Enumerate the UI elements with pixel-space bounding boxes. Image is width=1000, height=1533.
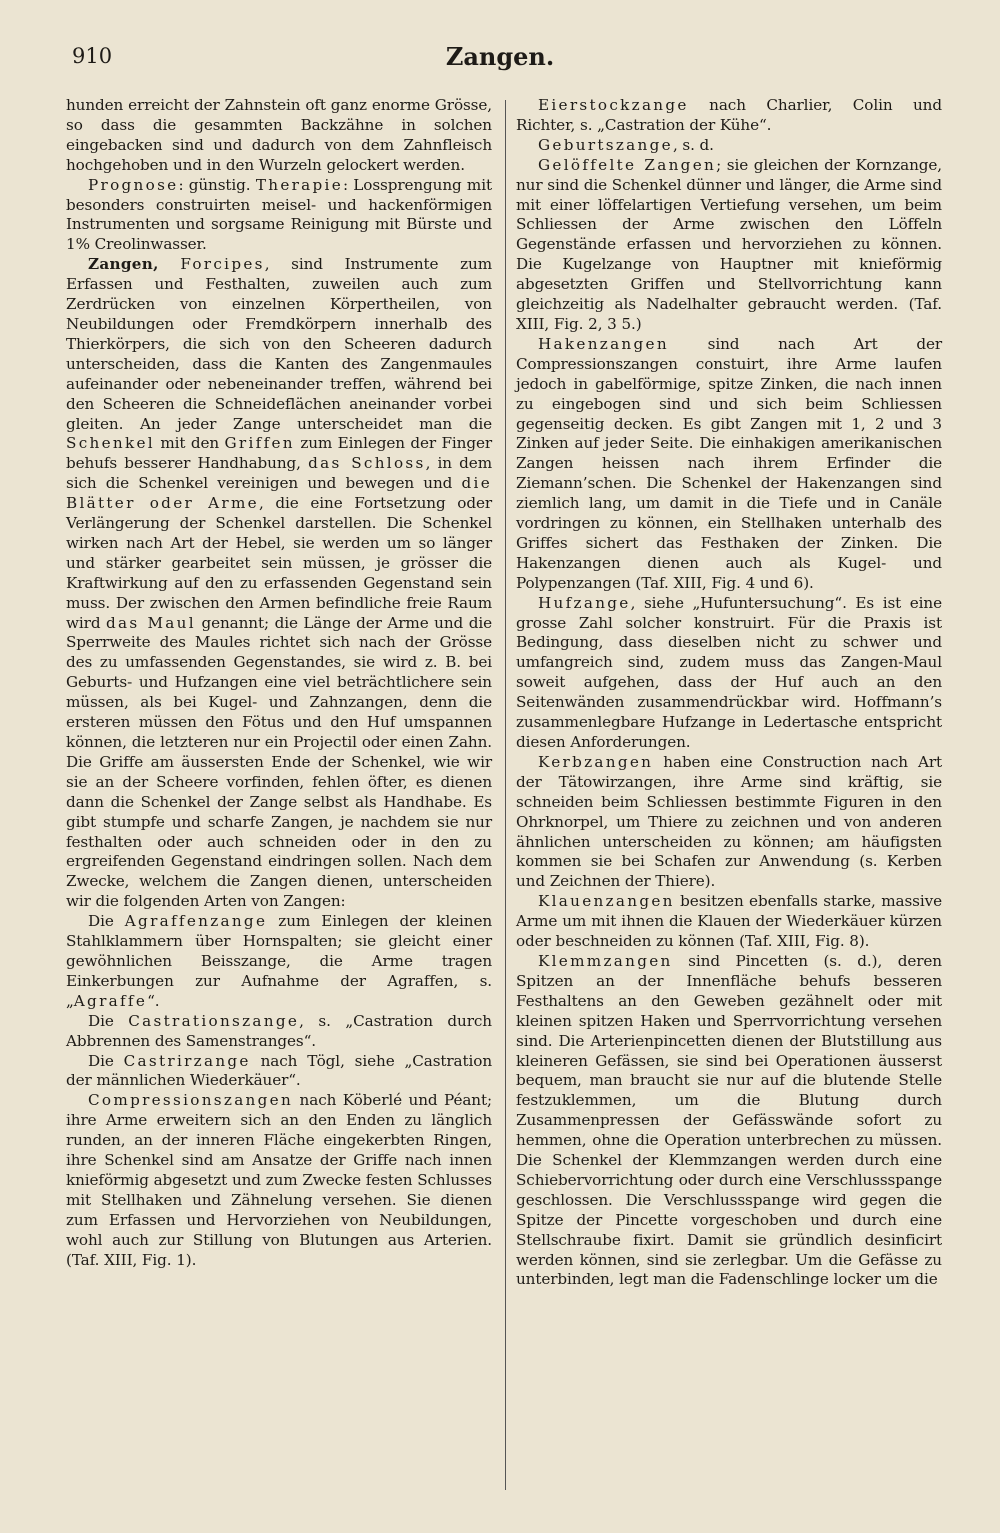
spaced-term: die Blätter oder Arme: [66, 474, 492, 513]
text-run: nach Charlier, Colin und Richter, s. „Castration der Kühe“.: [516, 96, 942, 134]
text-run: sind nach Art der Compressionszangen constuirt, ihre Arme laufen jedoch in gabelförmige, spitze Zinken, die nach innen zu eingebogen sind und sich beim Schliessen gegenseitig decken. Es gibt Zangen mit 1, 2 und 3 Zinken auf jeder Seite. Die einhakigen amerikanischen Zangen heissen nach ihrem Erfinder die Ziemann’schen. Die Schenkel der Hakenzangen sind ziemlich lang, um damit in die Tiefe und in Canäle vordringen zu können, ein Stellhaken unterhalb des Griffes sichert das Festhaken der Zinken. Die Hakenzangen dienen auch als Kugel- und Polypenzangen (Taf. XIII, Fig. 4 und 6).: [516, 334, 942, 592]
spaced-term: Therapie: [255, 175, 343, 194]
right-column: [516, 96, 942, 1290]
text-run: [159, 255, 181, 273]
text-run: , s. d.: [672, 135, 714, 154]
text-run: besitzen ebenfalls starke, massive Arme um mit ihnen die Klauen der Wiederkäuer kürzen oder beschneiden zu können (Taf. XIII, Fig. 8).: [516, 892, 942, 951]
text-run: , die eine Fortsetzung oder Verlängerung der Schenkel darstellen. Die Schenkel wirken nach Art der Hebel, sie werden um so länger und stärker gearbeitet sein müssen, je grösser die Kraftwirkung auf den zu erfassenden Gegenstand sein muss. Der zwischen den Armen befindliche freie Raum wird: [66, 494, 492, 632]
text-run: : günstig.: [178, 175, 256, 194]
paragraph: [66, 255, 492, 912]
paragraph: [516, 594, 942, 753]
spaced-term: Schenkel: [66, 434, 155, 453]
text-run: haben eine Construction nach Art der Tätowirzangen, ihre Arme sind kräftig, sie schneiden beim Schliessen bestimmte Figuren in den Ohrknorpel, um Thiere zu zeichnen und von anderen ähnlichen unterscheiden zu können; am häufigsten kommen sie bei Schafen zur Anwendung (s. Kerben und Zeichnen der Thiere).: [516, 752, 942, 891]
text-run: ; sie gleichen der Kornzange, nur sind die Schenkel dünner und länger, die Arme sind mit einer löffelartigen Vertiefung versehen, um beim Schliessen der Arme zwischen den Löffeln Gegenstände erfassen und hervorziehen zu können. Die Kugelzange von Hauptner mit knieförmig abgesetzten Griffen und Stellvorrichtung kann gleichzeitig als Nadelhalter gebraucht werden. (Taf. XIII, Fig. 2, 3 5.): [516, 155, 942, 333]
text-run: “.: [147, 991, 160, 1010]
text-run: zum Einlegen der kleinen Stahlklammern über Hornspalten; sie gleicht einer gewöhnlichen Beisszange, die Arme tragen Einkerbungen zur Aufnahme der Agraffen, s. „: [66, 912, 493, 1010]
spaced-term: Gelöffelte Zangen: [538, 155, 717, 174]
text-run: Die: [88, 1011, 129, 1030]
text-run: , sind Instrumente zum Erfassen und Festhalten, zuweilen auch zum Zerdrücken von einzelnen Körpertheilen, von Neubildungen oder Fremdkörpern innerhalb des Thierkörpers, die sich von den Scheeren dadurch unterscheiden, dass die Kanten des Zangenmaules aufeinander oder nebeneinander treffen, während bei den Scheeren die Schneideflächen aneinander vorbei gleiten. An jeder Zange unterscheidet man die: [66, 255, 492, 433]
spaced-term: Agraffenzange: [124, 912, 268, 931]
page-header: [0, 38, 1000, 78]
paragraph: [516, 335, 942, 594]
page-number: 910: [72, 44, 113, 68]
paragraph: [516, 753, 942, 892]
paragraph: [66, 96, 492, 176]
entry-headword: Zangen,: [88, 255, 159, 274]
paragraph: [66, 912, 492, 1012]
spaced-term: das Schloss: [308, 454, 426, 473]
text-run: mit den: [154, 434, 225, 453]
spaced-term: Hakenzangen: [538, 334, 669, 353]
spaced-term: Castrationszange: [128, 1011, 300, 1030]
paragraph: [516, 952, 942, 1290]
spaced-term: Kerbzangen: [538, 752, 654, 771]
spaced-term: Prognose: [88, 175, 179, 194]
text-run: Die: [88, 1051, 124, 1070]
text-run: genannt; die Länge der Arme und die Sperrweite des Maules richtet sich nach der Grösse des zu umfassenden Gegenstandes, sie wird z. B. bei Geburts- und Hufzangen eine viel beträchtlichere sein müssen, als bei Kugel- und Zahnzangen, denn die ersteren müssen den Fötus und den Huf umspannen können, die letzteren nur ein Projectil oder einen Zahn. Die Griffe am äussersten Ende der Schenkel, wie wir sie an der Scheere vorfinden, fehlen öfter, es dienen dann die Schenkel der Zange selbst als Handhabe. Es gibt stumpfe und scharfe Zangen, je nachdem sie nur festhalten oder auch schneiden oder in den zu ergreifenden Gegenstand eindringen sollen. Nach dem Zwecke, welchem die Zangen dienen, unterscheiden wir die folgenden Arten von Zangen:: [66, 613, 492, 911]
paragraph: [516, 156, 942, 335]
spaced-term: Hufzange: [538, 593, 631, 612]
column-divider: [505, 100, 506, 1490]
spaced-term: Castrirzange: [123, 1051, 251, 1070]
paragraph: [516, 96, 942, 136]
text-run: Die: [88, 912, 125, 931]
spaced-term: Forcipes: [180, 255, 265, 274]
paragraph: [66, 176, 492, 256]
paragraph: [66, 1012, 492, 1052]
spaced-term: Geburtszange: [538, 135, 673, 154]
text-run: nach Köberlé und Péant; ihre Arme erweitern sich an den Enden zu länglich runden, an der inneren Fläche eingekerbten Ringen, ihre Schenkel sind am Ansatze der Griffe nach innen knieförmig abgesetzt und zum Zwecke festen Schlusses mit Stellhaken und Zähnelung versehen. Sie dienen zum Erfassen und Hervorziehen von Neubildungen, wohl auch zur Stillung von Blutungen aus Arterien. (Taf. XIII, Fig. 1).: [66, 1091, 492, 1269]
left-column: [66, 96, 492, 1270]
spaced-term: Klemmzangen: [538, 951, 673, 970]
paragraph: [516, 892, 942, 952]
paragraph: [66, 1091, 492, 1270]
text-run: : Lossprengung mit besonders construirten meisel- und hackenförmigen Instrumenten und sorgsame Reinigung mit Bürste und 1% Creolinwasser.: [66, 175, 492, 254]
paragraph: [66, 1052, 492, 1092]
spaced-term: das Maul: [106, 613, 196, 632]
text-run: nach Tögl, siehe „Castration der männlichen Wiederkäuer“.: [66, 1051, 492, 1090]
text-run: sind Pincetten (s. d.), deren Spitzen an der Innenfläche behufs besseren Festhaltens an den Geweben gezähnelt oder mit kleinen spitzen Haken und Sperrvorrichtung versehen sind. Die Arterienpincetten dienen der Blutstillung aus kleineren Gefässen, sie sind bei Operationen äusserst bequem, man braucht sie nur auf die blutende Stelle festzuklemmen, um die Blutung durch Zusammenpressen der Gefässwände sofort zu hemmen, ohne die Operation unterbrechen zu müssen. Die Schenkel der Klemmzangen werden durch eine Schiebervorrichtung oder durch eine Verschlussspange geschlossen. Die Verschlussspange wird gegen die Spitze der Pincette vorgeschoben und durch eine Stellschraube fixirt. Damit sie gründlich desinficirt werden können, sind sie zerlegbar. Um die Gefässe zu unterbinden, legt man die Fadenschlinge locker um die: [516, 951, 942, 1289]
text-run: , s. „Castration durch Abbrennen des Samenstranges“.: [66, 1011, 492, 1050]
paragraph: [516, 136, 942, 156]
text-run: hunden erreicht der Zahnstein oft ganz enorme Grösse, so dass die gesammten Backzähne in solchen eingebacken sind und dadurch von dem Zahnfleisch hochgehoben und in den Wurzeln gelockert werden.: [66, 96, 492, 174]
spaced-term: Agraffe: [73, 991, 148, 1010]
text-run: , siehe „Hufuntersuchung“. Es ist eine grosse Zahl solcher konstruirt. Für die Praxis ist Bedingung, dass dieselben nicht zu schwer und umfangreich sind, zudem muss das Zangen-Maul soweit aufgehen, dass der Huf auch an den Seitenwänden zusammendrückbar wird. Hoffmann’s zusammenlegbare Hufzange in Ledertasche entspricht diesen Anforderungen.: [516, 593, 942, 751]
text-run: zum Einlegen der Finger behufs besserer Handhabung,: [66, 434, 492, 473]
spaced-term: Eierstockzange: [538, 96, 689, 114]
running-title: Zangen.: [445, 42, 555, 71]
spaced-term: Compressionszangen: [88, 1091, 294, 1110]
text-run: , in dem sich die Schenkel vereinigen und bewegen und: [66, 454, 492, 493]
spaced-term: Klauenzangen: [538, 892, 675, 911]
spaced-term: Griffen: [224, 434, 295, 453]
